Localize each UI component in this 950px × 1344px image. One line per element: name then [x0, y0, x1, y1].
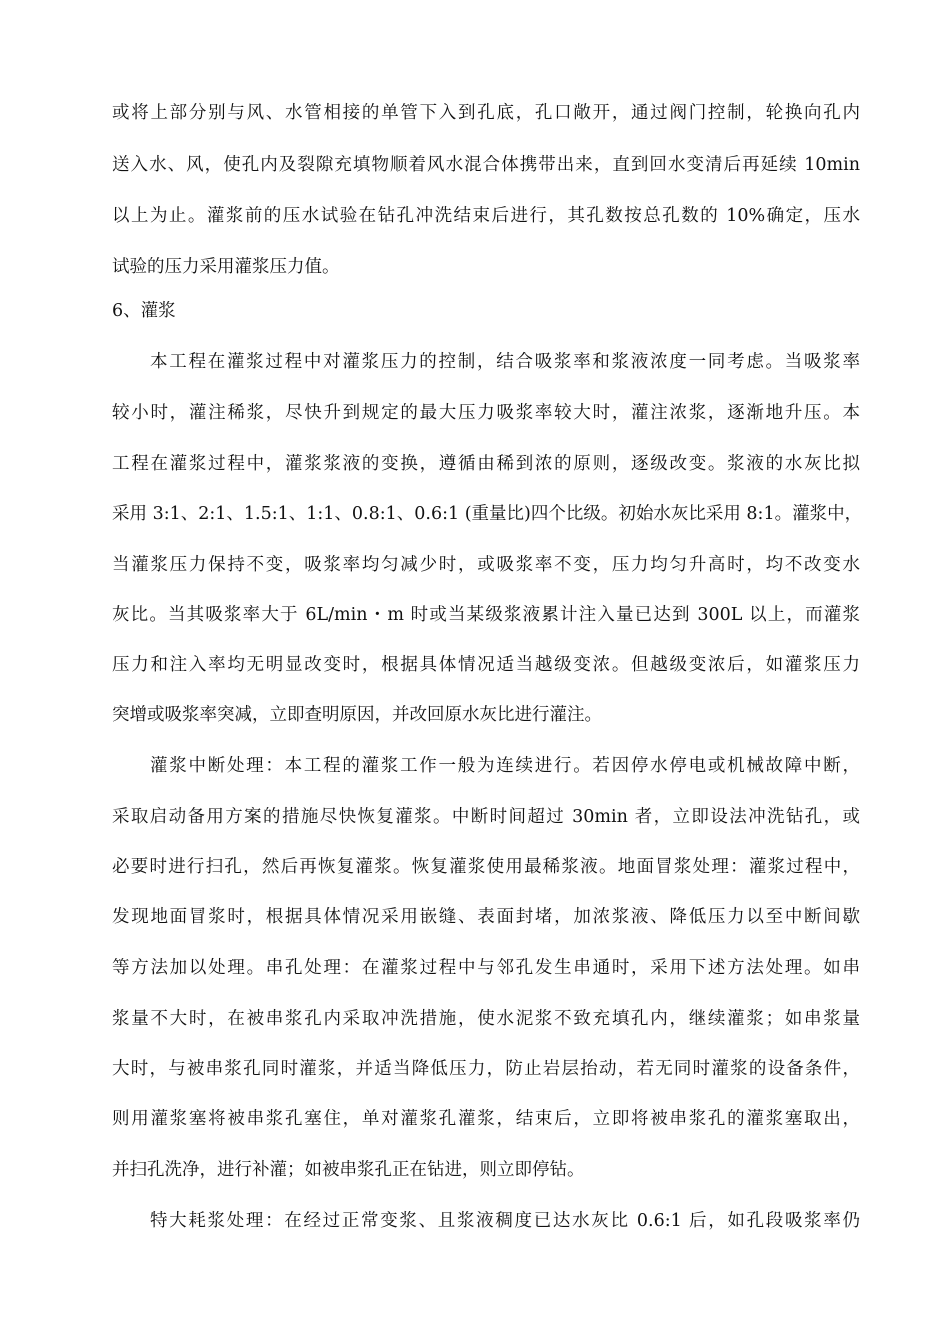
- paragraph-line: 灌浆中断处理：本工程的灌浆工作一般为连续进行。若因停水停电或机械故障中断，: [150, 756, 860, 776]
- paragraph-line: 工程在灌浆过程中，灌浆浆液的变换，遵循由稀到浓的原则，逐级改变。浆液的水灰比拟: [112, 454, 860, 474]
- paragraph-line: 浆量不大时，在被串浆孔内采取冲洗措施，使水泥浆不致充填孔内，继续灌浆；如串浆量: [112, 1009, 860, 1029]
- paragraph-line: 灰比。当其吸浆率大于 6L/min・m 时或当某级浆液累计注入量已达到 300L 以上，而灌浆: [112, 605, 860, 625]
- paragraph-line: 特大耗浆处理：在经过正常变浆、且浆液稠度已达水灰比 0.6:1 后，如孔段吸浆率仍: [150, 1211, 860, 1231]
- paragraph-line: 必要时进行扫孔，然后再恢复灌浆。恢复灌浆使用最稀浆液。地面冒浆处理：灌浆过程中，: [112, 857, 860, 877]
- paragraph-line: 大时，与被串浆孔同时灌浆，并适当降低压力，防止岩层抬动，若无同时灌浆的设备条件，: [112, 1059, 860, 1079]
- paragraph-line: 以上为止。灌浆前的压水试验在钻孔冲洗结束后进行，其孔数按总孔数的 10%确定，压水: [112, 206, 860, 226]
- section-heading: 6、灌浆: [112, 301, 176, 321]
- paragraph-line: 送入水、风，使孔内及裂隙充填物顺着风水混合体携带出来，直到回水变清后再延续 10min: [112, 155, 860, 175]
- paragraph-line: 试验的压力采用灌浆压力值。: [112, 257, 340, 277]
- paragraph-line: 本工程在灌浆过程中对灌浆压力的控制，结合吸浆率和浆液浓度一同考虑。当吸浆率: [150, 352, 860, 372]
- paragraph-line: 采取启动备用方案的措施尽快恢复灌浆。中断时间超过 30min 者，立即设法冲洗钻孔，或: [112, 807, 860, 827]
- paragraph-line: 并扫孔洗净，进行补灌；如被串浆孔正在钻进，则立即停钻。: [112, 1160, 585, 1180]
- paragraph-line: 等方法加以处理。串孔处理：在灌浆过程中与邻孔发生串通时，采用下述方法处理。如串: [112, 958, 860, 978]
- paragraph-line: 则用灌浆塞将被串浆孔塞住，单对灌浆孔灌浆，结束后，立即将被串浆孔的灌浆塞取出，: [112, 1109, 860, 1129]
- paragraph-line: 突增或吸浆率突减，立即查明原因，并改回原水灰比进行灌注。: [112, 705, 602, 725]
- paragraph-line: 发现地面冒浆时，根据具体情况采用嵌缝、表面封堵，加浓浆液、降低压力以至中断间歇: [112, 907, 860, 927]
- paragraph-line: 采用 3:1、2:1、1.5:1、1:1、0.8:1、0.6:1 (重量比)四个比级。初始水灰比采用 8:1。灌浆中，: [112, 504, 863, 524]
- paragraph-line: 当灌浆压力保持不变，吸浆率均匀减少时，或吸浆率不变，压力均匀升高时，均不改变水: [112, 555, 860, 575]
- paragraph-line: 或将上部分别与风、水管相接的单管下入到孔底，孔口敞开，通过阀门控制，轮换向孔内: [112, 103, 860, 123]
- paragraph-line: 较小时，灌注稀浆，尽快升到规定的最大压力吸浆率较大时，灌注浓浆，逐渐地升压。本: [112, 403, 860, 423]
- paragraph-line: 压力和注入率均无明显改变时，根据具体情况适当越级变浓。但越级变浓后，如灌浆压力: [112, 655, 860, 675]
